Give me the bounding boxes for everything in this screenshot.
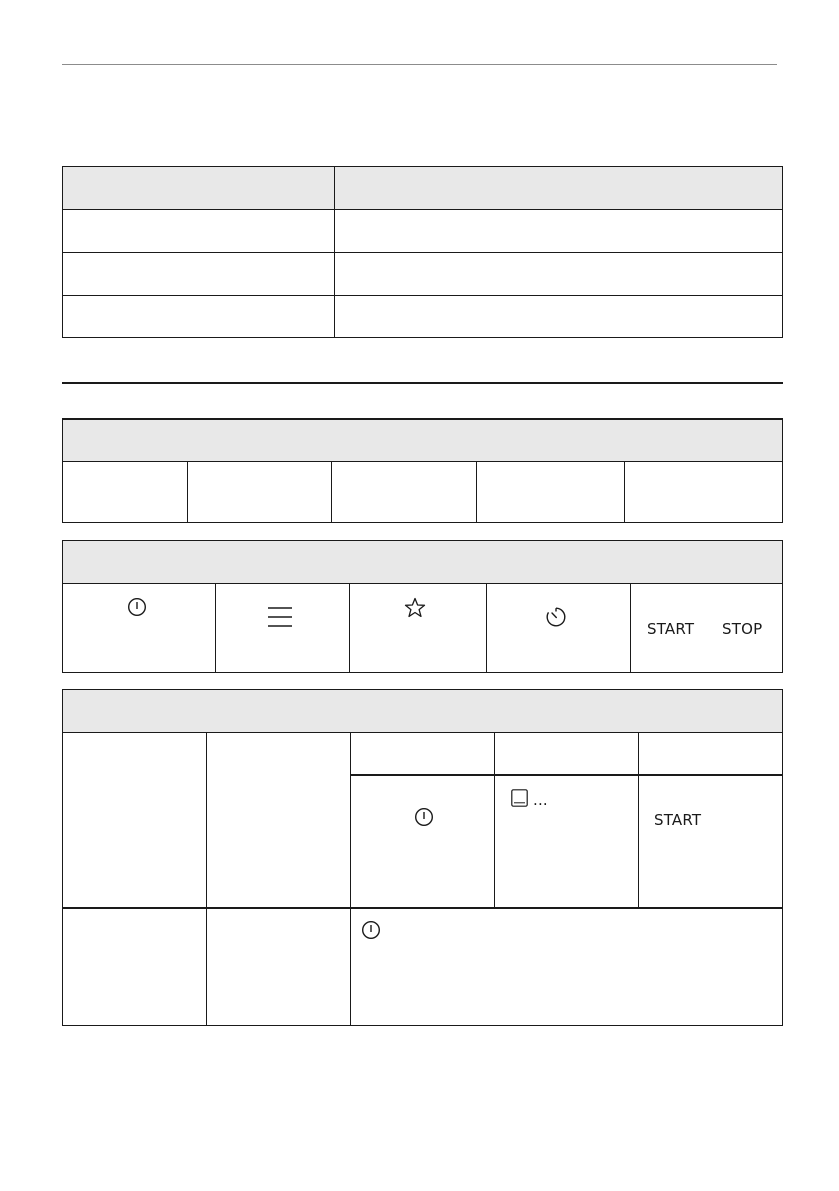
table-two-border <box>62 418 783 420</box>
table-four-border <box>206 732 207 1026</box>
ellipsis-text: ... <box>533 791 548 809</box>
table-two-header-row <box>62 418 783 461</box>
table-four-header-row <box>62 689 783 732</box>
table-one-border <box>62 166 783 167</box>
power-icon <box>127 597 147 617</box>
star-icon <box>404 597 426 618</box>
table-three-border <box>62 540 63 673</box>
table-three-border <box>630 583 631 673</box>
table-four-border <box>350 774 783 776</box>
table-four-border <box>62 732 783 733</box>
table-four-border <box>62 689 63 1026</box>
table-three-border <box>215 583 216 673</box>
table-one-border <box>782 166 783 338</box>
table-two-border <box>62 418 63 523</box>
stop-label: STOP <box>722 620 763 638</box>
table-two-border <box>331 461 332 523</box>
table-two-border <box>62 522 783 523</box>
table-one-border <box>62 337 783 338</box>
table-one-border <box>62 209 783 210</box>
oven-icon <box>511 789 528 807</box>
section-rule <box>62 382 783 384</box>
table-three-border <box>782 540 783 673</box>
table-four-border <box>782 689 783 1026</box>
power-icon <box>361 920 381 940</box>
table-four-border <box>62 1025 783 1026</box>
table-four-border <box>62 689 783 690</box>
table-one-border <box>62 295 783 296</box>
table-three-header-row <box>62 540 783 583</box>
table-two-border <box>476 461 477 523</box>
table-two-border <box>62 461 783 462</box>
table-two-border <box>624 461 625 523</box>
table-one-border <box>334 166 335 338</box>
table-four-border <box>638 732 639 908</box>
table-one-border <box>62 166 63 338</box>
table-three-border <box>349 583 350 673</box>
timer-icon <box>544 605 568 629</box>
table-three-border <box>62 583 783 584</box>
power-icon <box>414 807 434 827</box>
menu-icon <box>268 606 292 628</box>
sequence-start-label: START <box>654 811 702 829</box>
table-three-border <box>62 540 783 541</box>
table-four-border <box>62 907 783 909</box>
table-three-border <box>486 583 487 673</box>
page-top-rule <box>62 64 777 65</box>
table-one-border <box>62 252 783 253</box>
table-two-border <box>187 461 188 523</box>
table-four-border <box>350 732 351 1026</box>
table-one-header-row <box>62 166 783 209</box>
table-three-border <box>62 672 783 673</box>
table-four-border <box>494 732 495 908</box>
start-label: START <box>647 620 695 638</box>
table-two-border <box>782 418 783 523</box>
